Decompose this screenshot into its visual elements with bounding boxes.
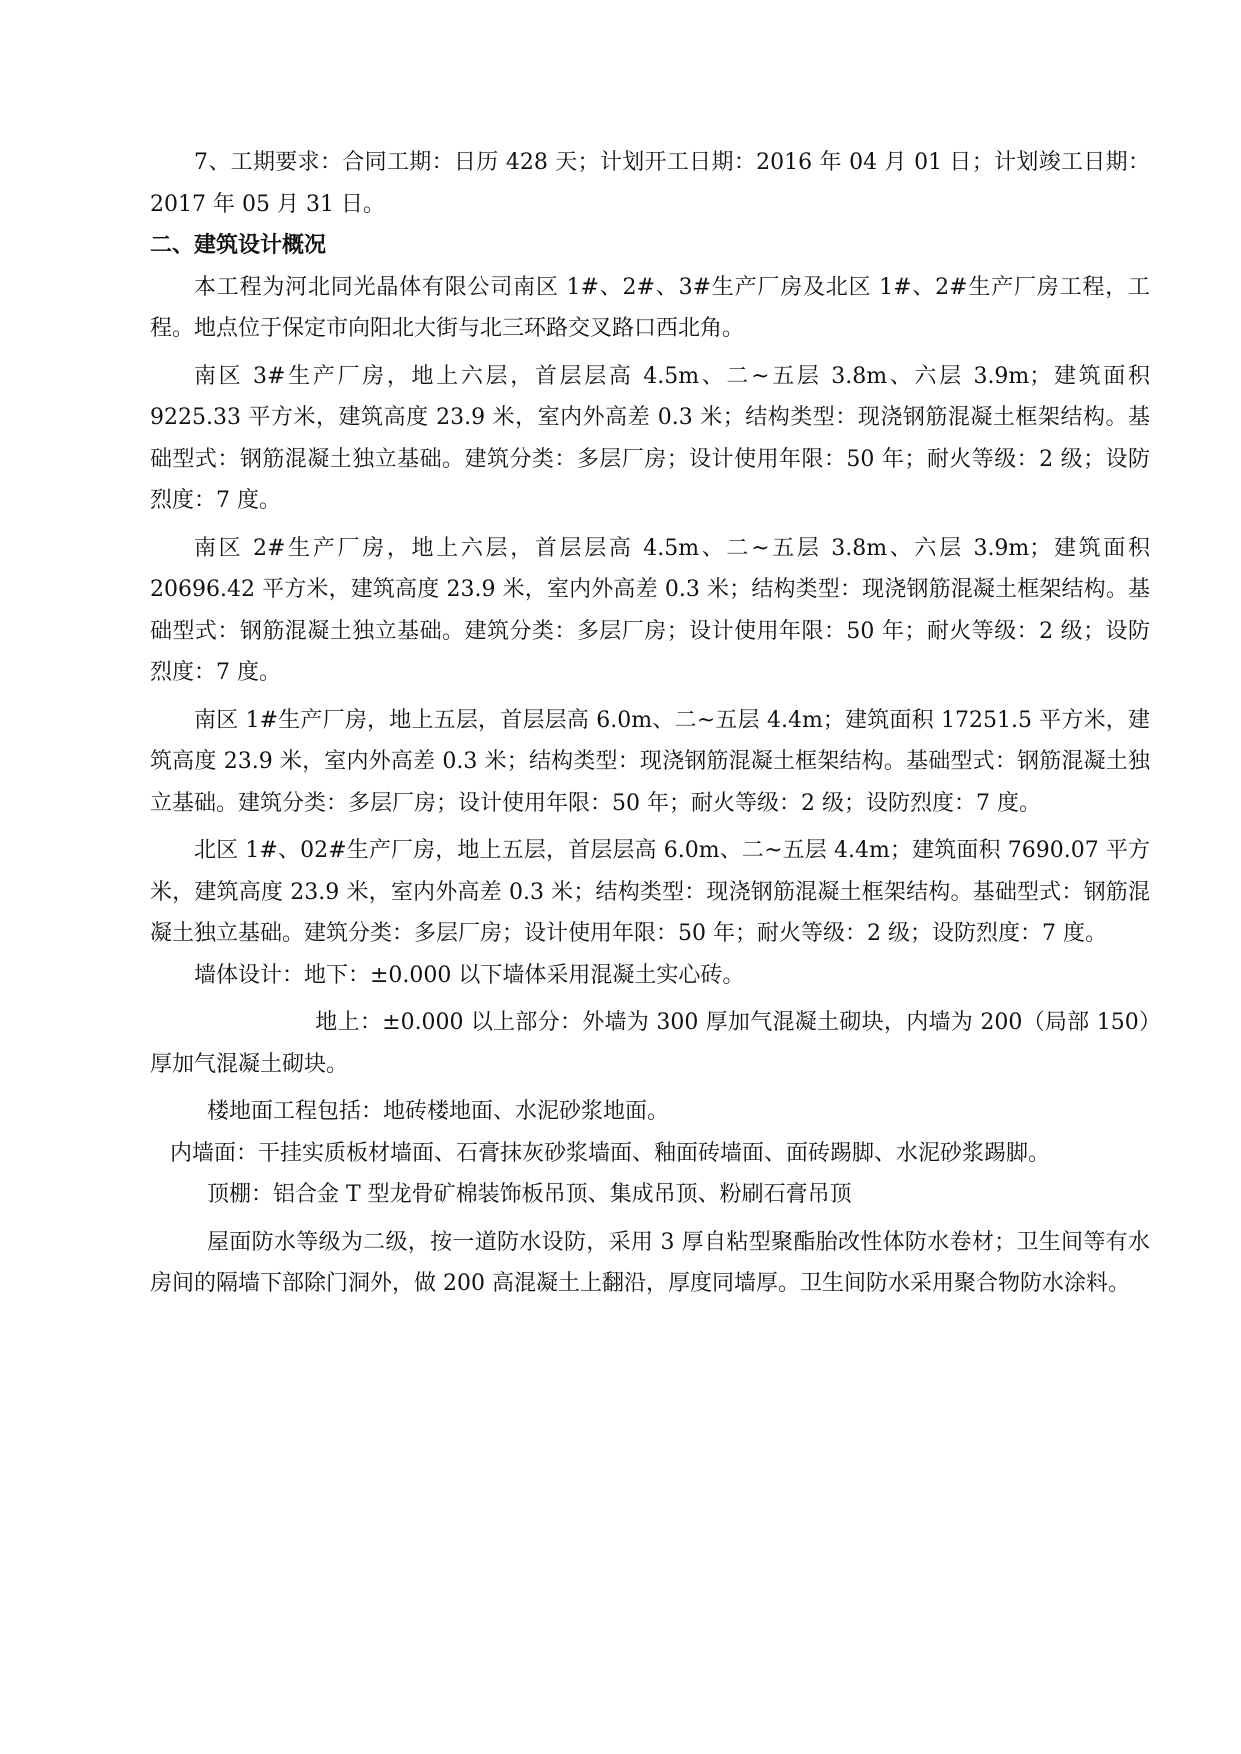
inner-wall-paragraph: 内墙面：干挂实质板材墙面、石膏抹灰砂浆墙面、釉面砖墙面、面砖踢脚、水泥砂浆踢脚。 [170,1140,1051,1166]
floor-paragraph: 楼地面工程包括：地砖楼地面、水泥砂浆地面。 [207,1099,670,1124]
south-2-building-paragraph: 南区 2#生产厂房，地上六层，首层层高 4.5m、二~五层 3.8m、六层 3.9m；建筑面积 20696.42 平方米，建筑高度 23.9 米，室内外高差 0.3 米；结构类型：现浇钢筋混凝土框架结构。基础型式：钢筋混凝土独立基础。建筑分类：多层厂房；设计使用年限：50 年；耐火等级：2 级；设防烈度：7 度。 [150,535,1150,685]
wall-above-ground-paragraph: 地上：±0.000 以上部分：外墙为 300 厚加气混凝土砌块，内墙为 200（局部 150）厚加气混凝土砌块。 [150,1010,1150,1077]
document-body [150,142,1150,1305]
south-1-building-paragraph: 南区 1#生产厂房，地上五层，首层层高 6.0m、二~五层 4.4m；建筑面积 17251.5 平方米，建筑高度 23.9 米，室内外高差 0.3 米；结构类型：现浇钢筋混凝土框架结构。基础型式：钢筋混凝土独立基础。建筑分类：多层厂房；设计使用年限：50 年；耐火等级：2 级；设防烈度：7 度。 [150,707,1150,816]
wall-design-paragraph: 墙体设计：地下：±0.000 以下墙体采用混凝土实心砖。 [194,962,745,988]
roof-waterproof-paragraph: 屋面防水等级为二级，按一道防水设防，采用 3 厚自粘型聚酯胎改性体防水卷材；卫生间等有水房间的隔墙下部除门洞外，做 200 高混凝土上翻沿，厚度同墙厚。卫生间防水采用聚合物防水涂料。 [150,1229,1150,1296]
ceiling-paragraph: 顶棚：铝合金 T 型龙骨矿棉装饰板吊顶、集成吊顶、粉刷石膏吊顶 [207,1182,852,1207]
north-buildings-paragraph: 北区 1#、02#生产厂房，地上五层，首层层高 6.0m、二~五层 4.4m；建筑面积 7690.07 平方米，建筑高度 23.9 米，室内外高差 0.3 米；结构类型：现浇钢筋混凝土框架结构。基础型式：钢筋混凝土独立基础。建筑分类：多层厂房；设计使用年限：50 年；耐火等级：2 级；设防烈度：7 度。 [150,838,1150,946]
section-heading: 二、建筑设计概况 [150,233,327,258]
south-3-building-paragraph: 南区 3#生产厂房，地上六层，首层层高 4.5m、二~五层 3.8m、六层 3.9m；建筑面积 9225.33 平方米，建筑高度 23.9 米，室内外高差 0.3 米；结构类型：现浇钢筋混凝土框架结构。基础型式：钢筋混凝土独立基础。建筑分类：多层厂房；设计使用年限：50 年；耐火等级：2 级；设防烈度：7 度。 [150,363,1150,513]
project-overview-paragraph: 本工程为河北同光晶体有限公司南区 1#、2#、3#生产厂房及北区 1#、2#生产厂房工程，工程。地点位于保定市向阳北大街与北三环路交叉路口西北角。 [150,274,1150,341]
schedule-paragraph: 7、工期要求：合同工期：日历 428 天；计划开工日期：2016 年 04 月 01 日；计划竣工日期：2017 年 05 月 31 日。 [150,150,1150,217]
